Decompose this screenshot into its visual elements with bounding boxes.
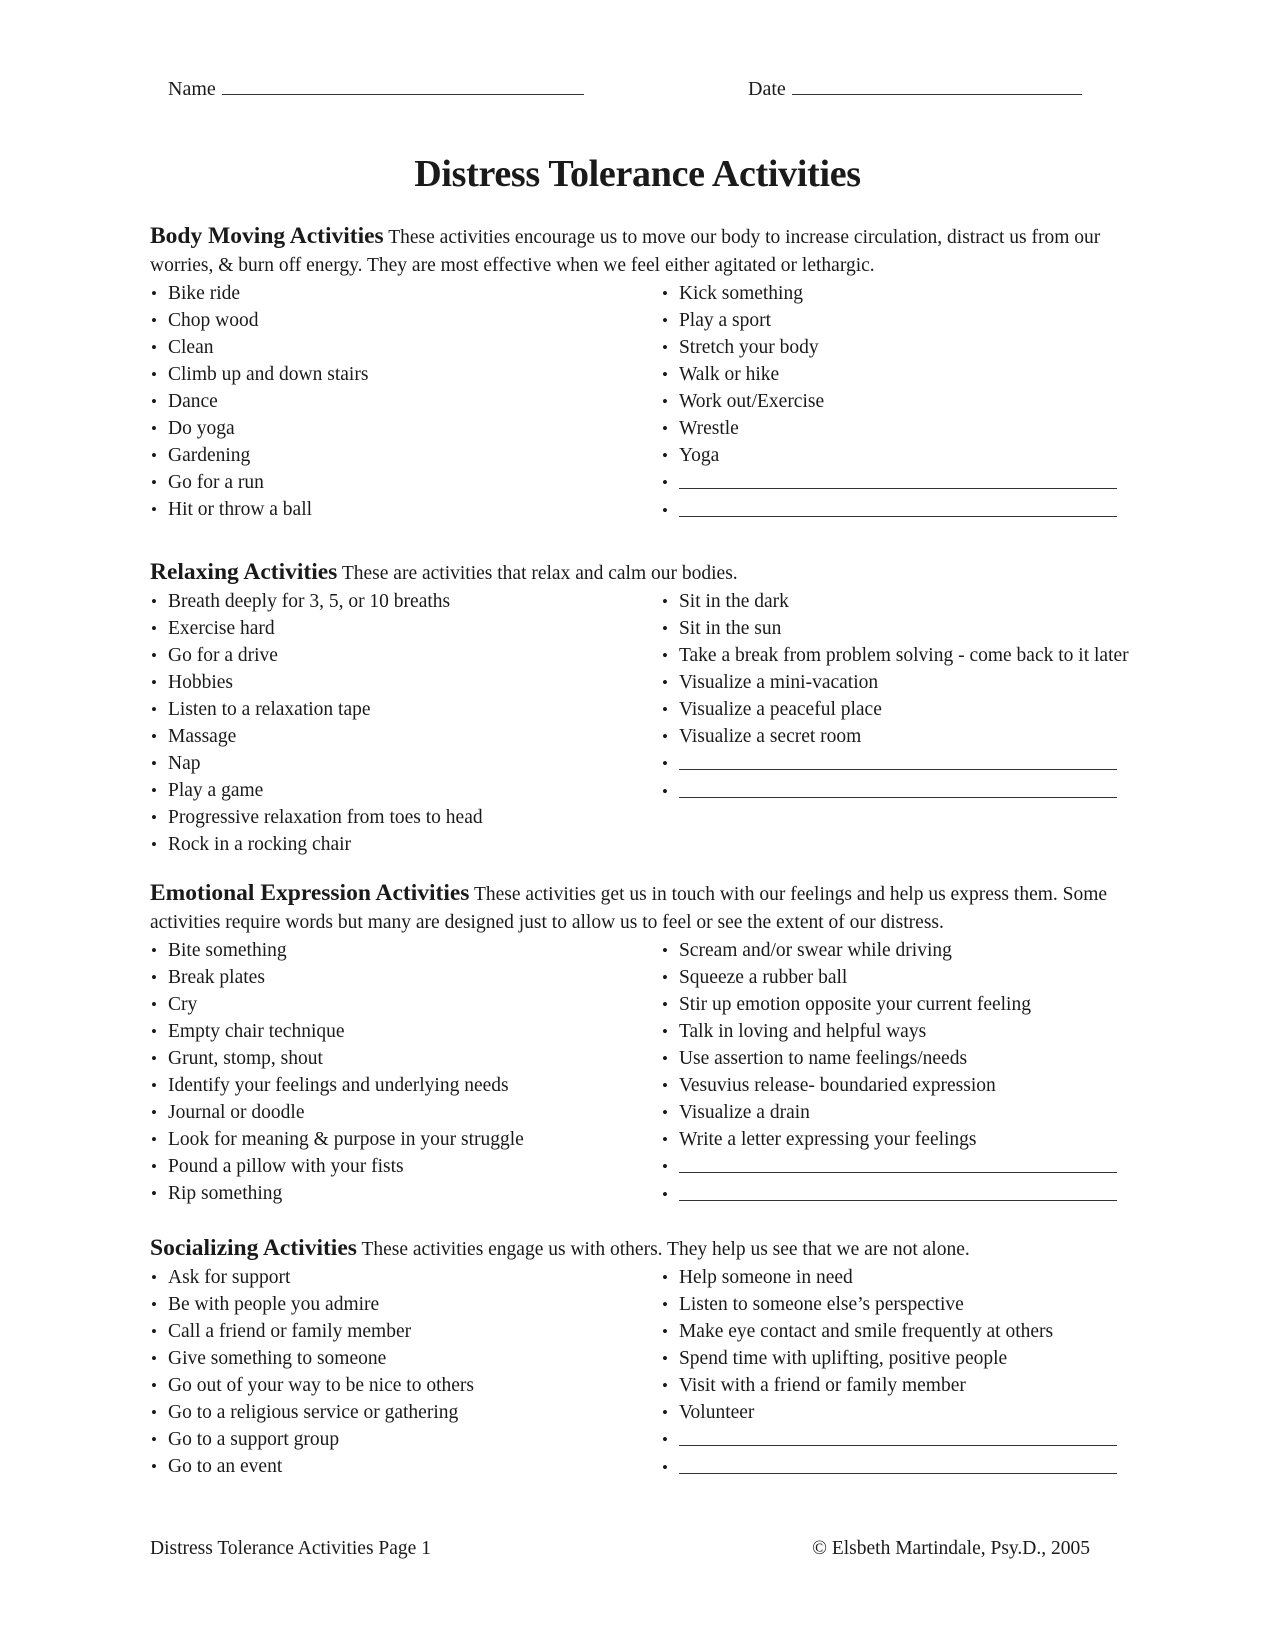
blank-write-in-line[interactable] (679, 469, 1117, 489)
activity-list-right (661, 937, 1130, 1209)
activity-item: • Go for a drive (150, 642, 661, 669)
name-input-line[interactable] (222, 76, 584, 95)
activity-item: • Visualize a secret room (661, 723, 1130, 750)
activity-item: • Help someone in need (661, 1264, 1130, 1291)
activity-item: • Go out of your way to be nice to others (150, 1372, 661, 1399)
activity-list-right (661, 588, 1130, 858)
activity-item: • Go to a religious service or gathering (150, 1399, 661, 1426)
activity-item: • Bike ride (150, 280, 661, 307)
activity-item: • Scream and/or swear while driving (661, 937, 1130, 964)
section-heading: Socializing Activities (150, 1235, 357, 1261)
blank-write-in-line[interactable] (679, 497, 1117, 517)
activity-item: • Work out/Exercise (661, 388, 1130, 415)
activity-item: • Go to a support group (150, 1426, 661, 1453)
activity-item: • Pound a pillow with your fists (150, 1153, 661, 1180)
activity-item: • Play a sport (661, 307, 1130, 334)
activity-item: • Grunt, stomp, shout (150, 1045, 661, 1072)
activity-item: • Be with people you admire (150, 1291, 661, 1318)
blank-activity-item (661, 750, 1130, 778)
footer-page-label: Distress Tolerance Activities Page 1 (150, 1538, 431, 1559)
activity-item: • Dance (150, 388, 661, 415)
blank-write-in-line[interactable] (679, 1454, 1117, 1474)
activity-item: • Take a break from problem solving - come back to it later (661, 642, 1130, 669)
blank-activity-item (661, 497, 1130, 525)
section-description: These activities get us in touch with our feelings and help us express them. Some activities require words but many are designed just to allow us to feel or see the extent of our distress. (150, 884, 1108, 933)
page-title: Distress Tolerance Activities (414, 153, 861, 195)
activity-columns (150, 280, 1130, 525)
activity-columns (150, 937, 1130, 1209)
activity-item: • Look for meaning & purpose in your struggle (150, 1126, 661, 1153)
activity-item: • Call a friend or family member (150, 1318, 661, 1345)
blank-write-in-line[interactable] (679, 750, 1117, 770)
activity-item: • Kick something (661, 280, 1130, 307)
activity-item: • Do yoga (150, 415, 661, 442)
activity-list-left (150, 588, 661, 858)
activity-item: • Volunteer (661, 1399, 1130, 1426)
date-label: Date (748, 78, 786, 100)
section-emotional-expression (150, 879, 1130, 1209)
activity-item: • Clean (150, 334, 661, 361)
footer-copyright: © Elsbeth Martindale, Psy.D., 2005 (812, 1538, 1090, 1559)
activity-list-left (150, 937, 661, 1209)
activity-item: • Go to an event (150, 1453, 661, 1480)
name-label: Name (168, 78, 216, 100)
activity-item: • Bite something (150, 937, 661, 964)
section-heading: Emotional Expression Activities (150, 880, 470, 906)
activity-item: • Give something to someone (150, 1345, 661, 1372)
activity-item: • Play a game (150, 777, 661, 804)
activity-columns (150, 1264, 1130, 1482)
activity-item: • Ask for support (150, 1264, 661, 1291)
activity-item: • Stretch your body (661, 334, 1130, 361)
activity-item: • Stir up emotion opposite your current feeling (661, 991, 1130, 1018)
activity-item: • Gardening (150, 442, 661, 469)
section-relaxing (150, 558, 1130, 858)
activity-item: • Breath deeply for 3, 5, or 10 breaths (150, 588, 661, 615)
activity-item: • Identify your feelings and underlying needs (150, 1072, 661, 1099)
blank-activity-item (661, 1153, 1130, 1181)
section-socializing (150, 1234, 1130, 1482)
activity-item: • Exercise hard (150, 615, 661, 642)
activity-item: • Chop wood (150, 307, 661, 334)
activity-item: • Cry (150, 991, 661, 1018)
blank-activity-item (661, 1426, 1130, 1454)
activity-item: • Progressive relaxation from toes to head (150, 804, 661, 831)
blank-activity-item (661, 469, 1130, 497)
date-field (748, 76, 1082, 101)
blank-activity-item (661, 1181, 1130, 1209)
blank-write-in-line[interactable] (679, 1426, 1117, 1446)
activity-item: • Write a letter expressing your feelings (661, 1126, 1130, 1153)
blank-write-in-line[interactable] (679, 1153, 1117, 1173)
activity-item: • Empty chair technique (150, 1018, 661, 1045)
section-intro (150, 222, 1130, 280)
section-intro (150, 879, 1130, 937)
section-description: These activities engage us with others. They help us see that we are not alone. (361, 1239, 970, 1260)
activity-item: • Break plates (150, 964, 661, 991)
section-heading: Body Moving Activities (150, 223, 384, 249)
activity-item: • Visualize a drain (661, 1099, 1130, 1126)
activity-item: • Listen to someone else’s perspective (661, 1291, 1130, 1318)
activity-item: • Listen to a relaxation tape (150, 696, 661, 723)
activity-list-right (661, 280, 1130, 525)
activity-item: • Visualize a peaceful place (661, 696, 1130, 723)
date-input-line[interactable] (792, 76, 1082, 95)
section-body-moving (150, 222, 1130, 525)
name-field (168, 76, 584, 101)
activity-item: • Wrestle (661, 415, 1130, 442)
blank-activity-item (661, 778, 1130, 806)
activity-item: • Visualize a mini-vacation (661, 669, 1130, 696)
activity-list-right (661, 1264, 1130, 1482)
section-description: These activities encourage us to move our body to increase circulation, distract us from our worries, & burn off energy. They are most effective when we feel either agitated or lethargic. (150, 227, 1101, 276)
blank-activity-item (661, 1454, 1130, 1482)
activity-item: • Nap (150, 750, 661, 777)
activity-list-left (150, 280, 661, 525)
activity-columns (150, 588, 1130, 858)
activity-item: • Go for a run (150, 469, 661, 496)
activity-item: • Sit in the dark (661, 588, 1130, 615)
activity-item: • Rip something (150, 1180, 661, 1207)
section-heading: Relaxing Activities (150, 559, 338, 585)
activity-item: • Journal or doodle (150, 1099, 661, 1126)
section-intro (150, 1234, 1130, 1264)
activity-item: • Climb up and down stairs (150, 361, 661, 388)
activity-item: • Massage (150, 723, 661, 750)
activity-item: • Squeeze a rubber ball (661, 964, 1130, 991)
activity-item: • Sit in the sun (661, 615, 1130, 642)
activity-item: • Vesuvius release- boundaried expression (661, 1072, 1130, 1099)
activity-item: • Hobbies (150, 669, 661, 696)
activity-item: • Visit with a friend or family member (661, 1372, 1130, 1399)
activity-item: • Talk in loving and helpful ways (661, 1018, 1130, 1045)
activity-item: • Hit or throw a ball (150, 496, 661, 523)
activity-item: • Walk or hike (661, 361, 1130, 388)
activity-item: • Make eye contact and smile frequently at others (661, 1318, 1130, 1345)
section-intro (150, 558, 1130, 588)
blank-write-in-line[interactable] (679, 1181, 1117, 1201)
blank-write-in-line[interactable] (679, 778, 1117, 798)
activity-item: • Spend time with uplifting, positive people (661, 1345, 1130, 1372)
activity-item: • Rock in a rocking chair (150, 831, 661, 858)
activity-item: • Use assertion to name feelings/needs (661, 1045, 1130, 1072)
activity-item: • Yoga (661, 442, 1130, 469)
activity-list-left (150, 1264, 661, 1482)
section-description: These are activities that relax and calm our bodies. (341, 563, 738, 584)
